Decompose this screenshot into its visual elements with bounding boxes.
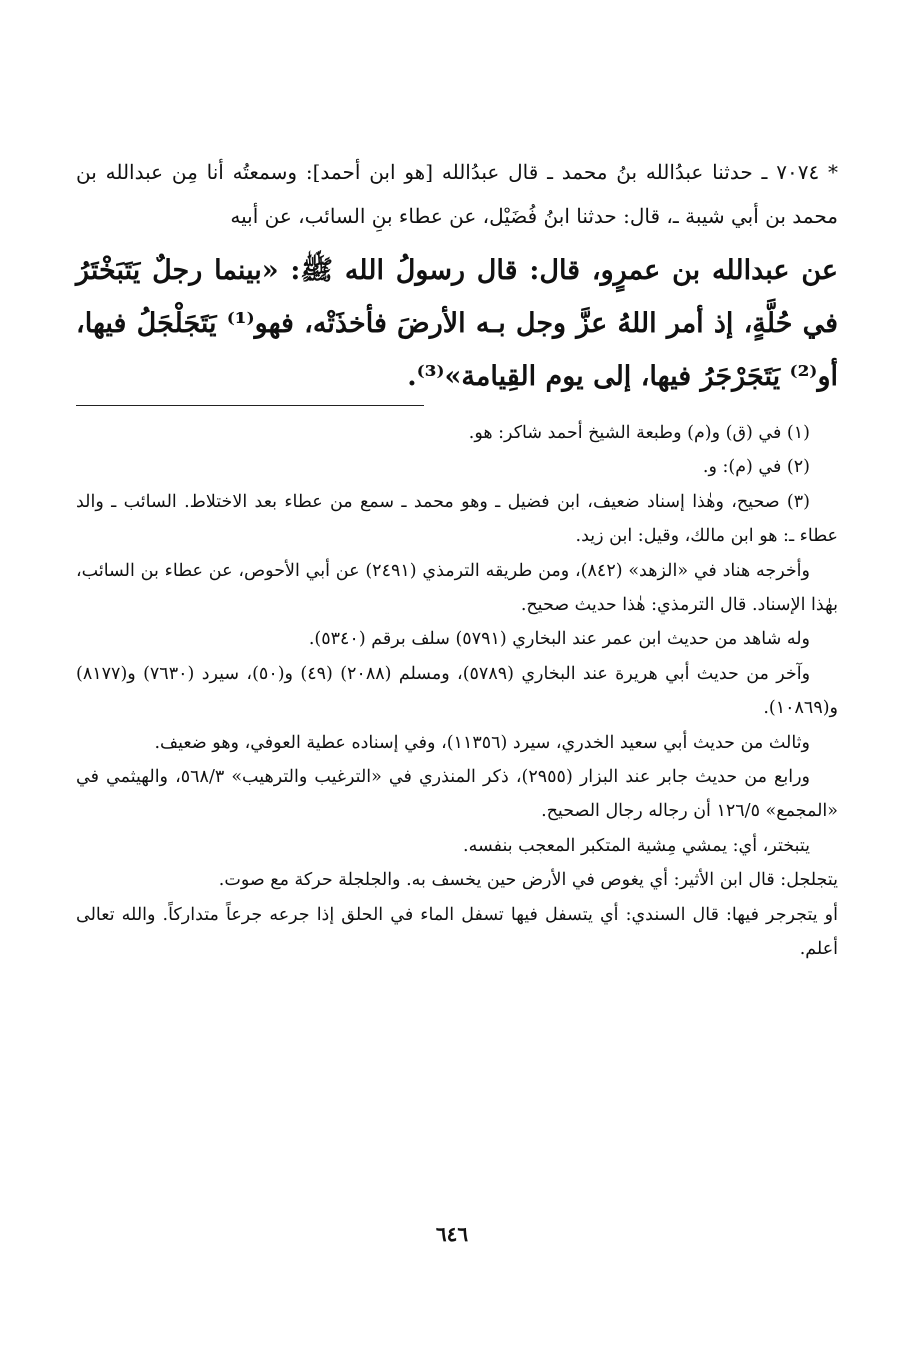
footnote-paragraph: يتبختر، أي: يمشي مِشية المتكبر المعجب بنفسه. [463,835,810,856]
footnote-paragraph: وله شاهد من حديث ابن عمر عند البخاري (٥٧٩١) سلف برقم (٥٣٤٠). [308,629,810,650]
footnote-paragraph: وأخرجه هناد في «الزهد» (٨٤٢)، ومن طريقه الترمذي (٢٤٩١) عن أبي الأحوص، عن عطاء بن السائب، بهٰذا الإسناد. قال الترمذي: هٰذا حديث صحيح. [76,560,838,616]
page-number: ٦٤٦ [435,1222,469,1246]
matn-line: يَتَجَلْجَلُ فيها، أو⁽²⁾ يَتَجَرْجَرُ فيها، إلى يوم القِيامة»⁽³⁾. [76,308,838,392]
hadith-matn [76,244,838,403]
isnad-line: وسمعتُه أنا مِن عبدالله بن محمد بن أبي شيبة ـ، قال: حدثنا ابنُ فُضَيْل، [76,160,838,228]
isnad-line: ٧٠٧٤ ـ حدثنا عبدُالله بنُ محمد ـ قال عبدُالله [هو ابن أحمد]: [305,160,820,184]
footnote-paragraph: وآخر من حديث أبي هريرة عند البخاري (٥٧٨٩)، ومسلم (٢٠٨٨) (٤٩) و(٥٠)، سيرد (٧٦٣٠) و(٨١٧٧) و(١٠٨٦٩). [76,663,838,719]
star-marker: * [828,160,838,184]
footnote-1: (١) في (ق) و(م) وطبعة الشيخ أحمد شاكر: هو. [468,423,810,443]
matn-line: يَتَبَخْتَرُ في حُلَّةٍ، إذ أمر اللهُ عزَّ وجل بـه الأرضَ فأخذَتْه، فهو⁽¹⁾ [76,255,839,339]
footnote-divider [76,405,424,406]
footnote-3: (٣) صحيح، وهٰذا إسناد ضعيف، ابن فضيل ـ وهو محمد ـ سمع من عطاء بعد الاختلاط. السائب ـ والد عطاء ـ: هو ابن مالك، وقيل: ابن زيد. [76,491,838,547]
footnote-2: (٢) في (م): و. [702,457,810,478]
footnote-paragraph: ورابع من حديث جابر عند البزار (٢٩٥٥)، ذكر المنذري في «الترغيب والترهيب» ٥٦٨/٣، والهيثمي في «المجمع» ١٢٦/٥ أن رجاله رجال الصحيح. [76,767,838,822]
footnote-paragraph: وثالث من حديث أبي سعيد الخدري، سيرد (١١٣٥٦)، وفي إسناده عطية العوفي، وهو ضعيف. [154,732,810,753]
page-body [76,150,838,967]
footnote-paragraph: أو يتجرجر فيها: قال السندي: أي يتسفل فيها تسفل الماء في الحلق إذا جرعه جرعاً متداركاً. والله تعالى أعلم. [76,904,838,960]
hadith-isnad [76,150,838,238]
isnad-line: عن عطاء بنِ السائب، عن أبيه [230,204,477,228]
footnote-paragraph: يتجلجل: قال ابن الأثير: أي يغوص في الأرض حين يخسف به. والجلجلة حركة مع صوت. [218,870,838,891]
matn-line: عن عبدالله بن عمرٍو، قال: قال رسولُ الله ﷺ: «بينما رجلٌ [152,255,838,286]
